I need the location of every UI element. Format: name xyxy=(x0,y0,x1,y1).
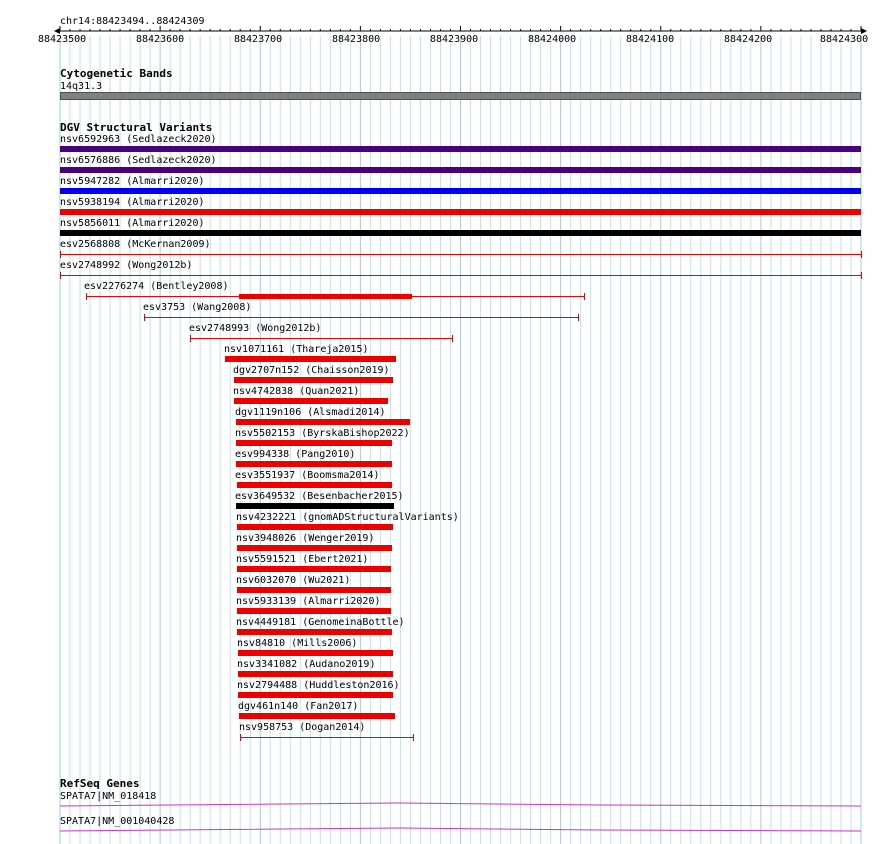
gene-label[interactable]: SPATA7|NM_018418 xyxy=(60,791,157,802)
sv-feature-label[interactable]: esv2276274 (Bentley2008) xyxy=(84,281,229,292)
sv-feature-label[interactable]: nsv6576886 (Sedlazeck2020) xyxy=(60,155,217,166)
ruler-axis xyxy=(0,0,890,60)
sv-feature-bar xyxy=(60,167,861,173)
sv-feature-glyph[interactable] xyxy=(0,333,890,349)
ruler-tick-label: 88423600 xyxy=(136,34,185,45)
ruler-tick-label: 88423700 xyxy=(234,34,283,45)
ruler-tick-label: 88424200 xyxy=(724,34,773,45)
ruler-tick-label: 88423500 xyxy=(38,34,87,45)
sv-feature-bar xyxy=(238,671,393,677)
sv-feature-label[interactable]: esv2748993 (Wong2012b) xyxy=(189,323,322,334)
sv-feature-glyph[interactable] xyxy=(0,561,890,577)
sv-feature-glyph[interactable] xyxy=(0,414,890,430)
sv-feature-glyph[interactable] xyxy=(0,393,890,409)
sv-feature-bar xyxy=(236,461,392,467)
sv-feature-bar xyxy=(237,482,392,488)
track-title-cytoband[interactable]: Cytogenetic Bands xyxy=(60,67,173,80)
sv-feature-label[interactable]: esv2568808 (McKernan2009) xyxy=(60,239,211,250)
sv-feature-label[interactable]: dgv461n140 (Fan2017) xyxy=(238,701,359,712)
sv-feature-label[interactable]: nsv6592963 (Sedlazeck2020) xyxy=(60,134,217,145)
sv-feature-label[interactable]: esv3649532 (Besenbacher2015) xyxy=(235,491,404,502)
sv-feature-bar xyxy=(237,587,391,593)
sv-feature-bar xyxy=(237,524,393,530)
sv-feature-label[interactable]: nsv6032070 (Wu2021) xyxy=(236,575,351,586)
sv-feature-glyph[interactable] xyxy=(0,732,890,748)
sv-feature-label[interactable]: esv994338 (Pang2010) xyxy=(235,449,356,460)
sv-feature-label[interactable]: dgv1119n106 (Alsmadi2014) xyxy=(235,407,386,418)
ruler-tick-label: 88424000 xyxy=(528,34,577,45)
ruler-tick-label: 88424300 xyxy=(820,34,869,45)
cytoband-bar[interactable] xyxy=(60,92,861,100)
sv-feature-glyph[interactable] xyxy=(0,351,890,367)
gene-intron-line[interactable] xyxy=(0,802,890,810)
sv-feature-glyph[interactable] xyxy=(0,687,890,703)
sv-feature-bar xyxy=(60,230,861,236)
sv-feature-label[interactable]: nsv5502153 (ByrskaBishop2022) xyxy=(235,428,410,439)
sv-feature-glyph[interactable] xyxy=(0,456,890,472)
sv-feature-label[interactable]: nsv4232221 (gnomADStructuralVariants) xyxy=(236,512,459,523)
sv-feature-label[interactable]: dgv2707n152 (Chaisson2019) xyxy=(233,365,390,376)
sv-feature-bar xyxy=(237,608,391,614)
sv-feature-label[interactable]: nsv5933139 (Almarri2020) xyxy=(236,596,381,607)
sv-feature-label[interactable]: nsv1071161 (Thareja2015) xyxy=(224,344,369,355)
sv-feature-glyph[interactable] xyxy=(0,603,890,619)
sv-feature-label[interactable]: nsv5591521 (Ebert2021) xyxy=(236,554,369,565)
track-title-dgv[interactable]: DGV Structural Variants xyxy=(60,121,213,134)
sv-feature-label[interactable]: nsv3341082 (Audano2019) xyxy=(237,659,376,670)
sv-feature-glyph[interactable] xyxy=(0,477,890,493)
sv-feature-label[interactable]: nsv5947282 (Almarri2020) xyxy=(60,176,205,187)
gene-label[interactable]: SPATA7|NM_001040428 xyxy=(60,816,175,827)
sv-feature-label[interactable]: nsv5938194 (Almarri2020) xyxy=(60,197,205,208)
sv-feature-glyph[interactable] xyxy=(0,708,890,724)
sv-feature-bar xyxy=(238,650,393,656)
sv-feature-bar xyxy=(238,692,393,698)
sv-feature-label[interactable]: nsv3948026 (Wenger2019) xyxy=(236,533,375,544)
sv-feature-glyph[interactable] xyxy=(0,540,890,556)
sv-feature-bar xyxy=(237,629,392,635)
sv-feature-label[interactable]: esv2748992 (Wong2012b) xyxy=(60,260,193,271)
sv-feature-bar xyxy=(236,503,394,509)
sv-feature-bar xyxy=(60,146,861,152)
sv-feature-glyph[interactable] xyxy=(0,312,890,328)
sv-feature-bar xyxy=(236,419,410,425)
sv-feature-bar xyxy=(60,209,861,215)
sv-feature-glyph[interactable] xyxy=(0,291,890,307)
sv-feature-glyph[interactable] xyxy=(0,582,890,598)
ruler-tick-label: 88423800 xyxy=(332,34,381,45)
region-label: chr14:88423494..88424309 xyxy=(60,16,205,27)
sv-feature-glyph[interactable] xyxy=(0,666,890,682)
sv-feature-glyph[interactable] xyxy=(0,372,890,388)
sv-feature-label[interactable]: nsv84810 (Mills2006) xyxy=(237,638,358,649)
sv-feature-label[interactable]: nsv2794488 (Huddleston2016) xyxy=(237,680,400,691)
track-title-refseq[interactable]: RefSeq Genes xyxy=(60,777,140,790)
sv-feature-glyph[interactable] xyxy=(0,519,890,535)
sv-feature-bar xyxy=(234,398,388,404)
sv-feature-bar xyxy=(237,545,392,551)
sv-feature-glyph[interactable] xyxy=(0,624,890,640)
sv-feature-bar xyxy=(234,377,393,383)
ruler-tick-label: 88424100 xyxy=(626,34,675,45)
sv-feature-glyph[interactable] xyxy=(0,645,890,661)
sv-feature-bar xyxy=(236,440,392,446)
sv-feature-label[interactable]: nsv4742838 (Quan2021) xyxy=(233,386,360,397)
sv-feature-glyph[interactable] xyxy=(0,435,890,451)
sv-feature-bar xyxy=(225,356,396,362)
sv-feature-label[interactable]: esv3551937 (Boomsma2014) xyxy=(235,470,380,481)
sv-feature-inner-bar xyxy=(239,294,412,299)
sv-feature-label[interactable]: esv3753 (Wang2008) xyxy=(143,302,252,313)
sv-feature-bar xyxy=(239,713,395,719)
sv-feature-label[interactable]: nsv958753 (Dogan2014) xyxy=(239,722,366,733)
sv-feature-bar xyxy=(237,566,391,572)
sv-feature-bar xyxy=(60,188,861,194)
gene-intron-line[interactable] xyxy=(0,827,890,835)
ruler-tick-label: 88423900 xyxy=(430,34,479,45)
cytoband-label: 14q31.3 xyxy=(60,81,103,92)
sv-feature-label[interactable]: nsv5856011 (Almarri2020) xyxy=(60,218,205,229)
sv-feature-label[interactable]: nsv4449181 (GenomeinaBottle) xyxy=(236,617,405,628)
